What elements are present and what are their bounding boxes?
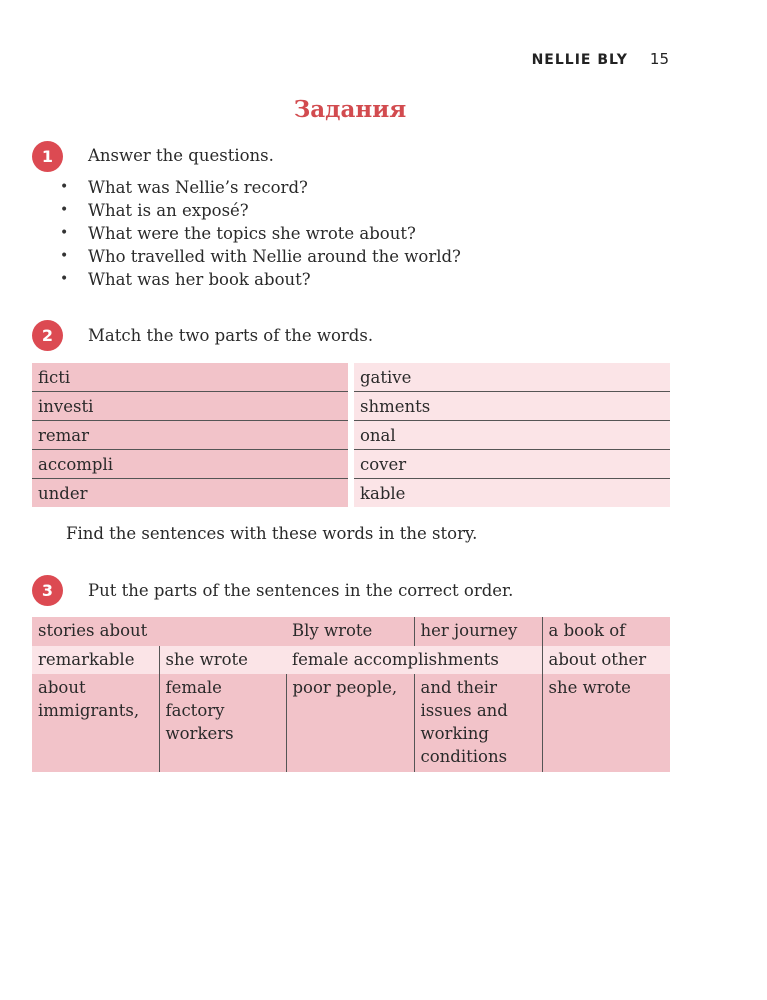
question-item: • What was her book about?: [60, 268, 461, 291]
word-end-cell: cover: [351, 450, 670, 479]
sentence-part-cell: female factory workers: [159, 674, 286, 772]
table-row: [32, 674, 670, 772]
table-row: [32, 646, 670, 674]
word-end-cell: kable: [351, 479, 670, 508]
table-row: [32, 479, 670, 508]
table-row: [32, 421, 670, 450]
task-3-instruction: Put the parts of the sentences in the correct order.: [88, 581, 514, 600]
sentence-part-cell: remarkable: [32, 646, 159, 674]
sentence-part-cell: poor people,: [286, 674, 414, 772]
table-row: [32, 617, 670, 646]
task-2-note: Find the sentences with these words in the story.: [66, 524, 478, 543]
section-title: Задания: [293, 96, 407, 123]
sentence-part-cell: about other: [542, 646, 670, 674]
running-head-title: NELLIE BLY: [531, 52, 628, 68]
running-head: [532, 50, 669, 68]
sentence-part-cell: she wrote: [542, 674, 670, 772]
word-start-cell: accompli: [32, 450, 351, 479]
sentence-parts-table: [32, 617, 670, 772]
task-2-badge: 2: [32, 320, 63, 351]
sentence-part-cell: her journey: [414, 617, 542, 646]
sentence-part-cell: a book of: [542, 617, 670, 646]
word-end-cell: gative: [351, 363, 670, 392]
word-start-cell: ficti: [32, 363, 351, 392]
question-item: • What were the topics she wrote about?: [60, 222, 461, 245]
table-row: [32, 392, 670, 421]
question-item: • What was Nellie’s record?: [60, 176, 461, 199]
sentence-part-cell: she wrote: [159, 646, 286, 674]
sentence-part-cell: about immigrants,: [32, 674, 159, 772]
task-1-question-list: [60, 176, 461, 291]
table-row: [32, 450, 670, 479]
word-start-cell: investi: [32, 392, 351, 421]
word-end-cell: shments: [351, 392, 670, 421]
page-number: 15: [649, 50, 669, 68]
word-end-cell: onal: [351, 421, 670, 450]
sentence-part-cell: and their issues and working conditions: [414, 674, 542, 772]
word-match-table: [32, 363, 670, 507]
task-2-instruction: Match the two parts of the words.: [88, 326, 374, 345]
sentence-part-cell: female accomplishments: [286, 646, 542, 674]
sentence-part-cell: stories about: [32, 617, 286, 646]
word-start-cell: under: [32, 479, 351, 508]
task-3-badge: 3: [32, 575, 63, 606]
word-start-cell: remar: [32, 421, 351, 450]
table-row: [32, 363, 670, 392]
sentence-part-cell: Bly wrote: [286, 617, 414, 646]
task-1-badge: 1: [32, 141, 63, 172]
question-item: • Who travelled with Nellie around the world?: [60, 245, 461, 268]
question-item: • What is an exposé?: [60, 199, 461, 222]
task-1-instruction: Answer the questions.: [88, 146, 274, 165]
